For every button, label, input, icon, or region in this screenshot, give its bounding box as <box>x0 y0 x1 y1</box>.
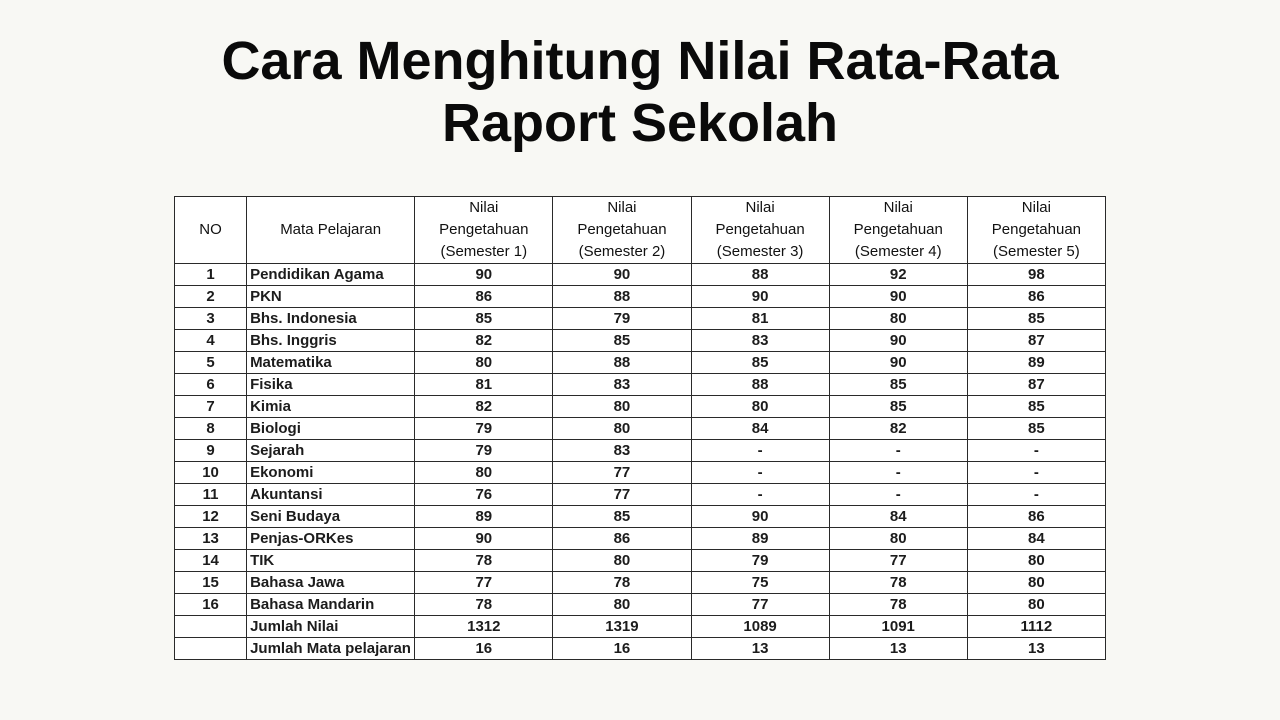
row-number: 10 <box>175 462 247 484</box>
semester-4-value: 78 <box>829 572 967 594</box>
semester-3-value: 83 <box>691 330 829 352</box>
semester-5-value: 80 <box>967 572 1105 594</box>
row-number: 6 <box>175 374 247 396</box>
semester-1-value: 89 <box>415 506 553 528</box>
header-semester-2 <box>553 197 691 264</box>
header-semester-3 <box>691 197 829 264</box>
subject-name: Bhs. Inggris <box>247 330 415 352</box>
semester-1-value: 90 <box>415 528 553 550</box>
semester-5-value: - <box>967 484 1105 506</box>
subject-name: Bhs. Indonesia <box>247 308 415 330</box>
semester-3-value: - <box>691 462 829 484</box>
semester-1-value: 77 <box>415 572 553 594</box>
row-number: 4 <box>175 330 247 352</box>
semester-4-value: - <box>829 440 967 462</box>
summary-row <box>175 638 1106 660</box>
semester-2-value: 80 <box>553 550 691 572</box>
header-semester-2-line-3: (Semester 2) <box>578 243 666 260</box>
subject-name: Sejarah <box>247 440 415 462</box>
table-row <box>175 286 1106 308</box>
table-row <box>175 352 1106 374</box>
semester-1-value: 90 <box>415 264 553 286</box>
summary-semester-4-value: 13 <box>829 638 967 660</box>
table-row <box>175 484 1106 506</box>
semester-4-value: 80 <box>829 528 967 550</box>
header-semester-4 <box>829 197 967 264</box>
semester-1-value: 79 <box>415 418 553 440</box>
semester-1-value: 82 <box>415 396 553 418</box>
semester-3-value: - <box>691 440 829 462</box>
semester-1-value: 86 <box>415 286 553 308</box>
row-number: 8 <box>175 418 247 440</box>
page-title <box>0 30 1280 154</box>
semester-5-value: 80 <box>967 550 1105 572</box>
row-number: 15 <box>175 572 247 594</box>
semester-5-value: - <box>967 440 1105 462</box>
summary-label: Jumlah Nilai <box>247 616 415 638</box>
table-row <box>175 396 1106 418</box>
subject-name: Kimia <box>247 396 415 418</box>
row-number: 1 <box>175 264 247 286</box>
subject-name: Bahasa Mandarin <box>247 594 415 616</box>
header-semester-4-line-3: (Semester 4) <box>854 243 942 260</box>
semester-5-value: 98 <box>967 264 1105 286</box>
semester-2-value: 85 <box>553 330 691 352</box>
table-row <box>175 594 1106 616</box>
semester-1-value: 79 <box>415 440 553 462</box>
semester-2-value: 80 <box>553 418 691 440</box>
header-semester-2-line-1: Nilai <box>607 199 637 216</box>
header-semester-3-line-3: (Semester 3) <box>716 243 804 260</box>
row-number: 3 <box>175 308 247 330</box>
row-number: 2 <box>175 286 247 308</box>
semester-2-value: 83 <box>553 374 691 396</box>
grade-table <box>174 196 1106 660</box>
subject-name: Bahasa Jawa <box>247 572 415 594</box>
semester-2-value: 79 <box>553 308 691 330</box>
summary-label: Jumlah Mata pelajaran <box>247 638 415 660</box>
semester-2-value: 85 <box>553 506 691 528</box>
header-subject: Mata Pelajaran <box>247 197 415 264</box>
semester-3-value: 90 <box>691 286 829 308</box>
semester-1-value: 76 <box>415 484 553 506</box>
semester-3-value: 79 <box>691 550 829 572</box>
semester-5-value: 87 <box>967 374 1105 396</box>
table-row <box>175 440 1106 462</box>
semester-3-value: 88 <box>691 264 829 286</box>
semester-1-value: 81 <box>415 374 553 396</box>
summary-row <box>175 616 1106 638</box>
table-row <box>175 418 1106 440</box>
semester-3-value: 85 <box>691 352 829 374</box>
header-semester-2-line-2: Pengetahuan <box>577 221 667 238</box>
table-row <box>175 264 1106 286</box>
row-number: 5 <box>175 352 247 374</box>
semester-4-value: 85 <box>829 396 967 418</box>
semester-1-value: 85 <box>415 308 553 330</box>
semester-5-value: 84 <box>967 528 1105 550</box>
summary-number <box>175 638 247 660</box>
header-semester-4-line-2: Pengetahuan <box>853 221 943 238</box>
table-row <box>175 528 1106 550</box>
semester-2-value: 77 <box>553 462 691 484</box>
semester-4-value: 90 <box>829 286 967 308</box>
semester-5-value: 85 <box>967 308 1105 330</box>
summary-semester-5-value: 13 <box>967 638 1105 660</box>
semester-3-value: 77 <box>691 594 829 616</box>
bottom-margin <box>0 666 1280 720</box>
subject-name: Fisika <box>247 374 415 396</box>
semester-4-value: 77 <box>829 550 967 572</box>
summary-semester-2-value: 16 <box>553 638 691 660</box>
subject-name: Matematika <box>247 352 415 374</box>
summary-number <box>175 616 247 638</box>
header-semester-1-line-3: (Semester 1) <box>440 243 528 260</box>
row-number: 13 <box>175 528 247 550</box>
semester-4-value: - <box>829 484 967 506</box>
row-number: 16 <box>175 594 247 616</box>
semester-4-value: 85 <box>829 374 967 396</box>
header-semester-1-line-2: Pengetahuan <box>439 221 529 238</box>
semester-4-value: 78 <box>829 594 967 616</box>
semester-3-value: 80 <box>691 396 829 418</box>
table-header <box>175 197 1106 264</box>
header-semester-3-line-1: Nilai <box>745 199 775 216</box>
summary-semester-3-value: 1089 <box>691 616 829 638</box>
header-semester-1 <box>415 197 553 264</box>
header-semester-5-line-3: (Semester 5) <box>993 243 1080 260</box>
subject-name: PKN <box>247 286 415 308</box>
semester-2-value: 88 <box>553 286 691 308</box>
summary-semester-2-value: 1319 <box>553 616 691 638</box>
semester-3-value: 81 <box>691 308 829 330</box>
table-row <box>175 374 1106 396</box>
subject-name: Biologi <box>247 418 415 440</box>
subject-name: Ekonomi <box>247 462 415 484</box>
semester-1-value: 80 <box>415 462 553 484</box>
semester-2-value: 78 <box>553 572 691 594</box>
semester-5-value: 86 <box>967 286 1105 308</box>
semester-4-value: 90 <box>829 330 967 352</box>
semester-2-value: 90 <box>553 264 691 286</box>
subject-name: Akuntansi <box>247 484 415 506</box>
semester-3-value: 90 <box>691 506 829 528</box>
semester-5-value: 80 <box>967 594 1105 616</box>
header-semester-3-line-2: Pengetahuan <box>715 221 805 238</box>
page-title-line-2: Raport Sekolah <box>441 93 839 153</box>
semester-5-value: 85 <box>967 396 1105 418</box>
semester-3-value: - <box>691 484 829 506</box>
semester-5-value: 89 <box>967 352 1105 374</box>
summary-semester-1-value: 16 <box>415 638 553 660</box>
header-no: NO <box>175 197 247 264</box>
semester-5-value: 86 <box>967 506 1105 528</box>
header-semester-5-line-2: Pengetahuan <box>991 221 1082 238</box>
semester-5-value: 85 <box>967 418 1105 440</box>
semester-2-value: 80 <box>553 396 691 418</box>
row-number: 9 <box>175 440 247 462</box>
subject-name: Penjas-ORKes <box>247 528 415 550</box>
summary-semester-3-value: 13 <box>691 638 829 660</box>
semester-1-value: 80 <box>415 352 553 374</box>
row-number: 12 <box>175 506 247 528</box>
table-row <box>175 308 1106 330</box>
header-semester-1-line-1: Nilai <box>469 199 499 216</box>
header-row <box>175 197 1106 264</box>
semester-4-value: 82 <box>829 418 967 440</box>
semester-1-value: 82 <box>415 330 553 352</box>
semester-1-value: 78 <box>415 550 553 572</box>
semester-4-value: - <box>829 462 967 484</box>
summary-semester-4-value: 1091 <box>829 616 967 638</box>
summary-semester-5-value: 1112 <box>967 616 1105 638</box>
table-row <box>175 506 1106 528</box>
header-semester-5 <box>967 197 1105 264</box>
subject-name: TIK <box>247 550 415 572</box>
table-row <box>175 330 1106 352</box>
semester-4-value: 92 <box>829 264 967 286</box>
semester-2-value: 77 <box>553 484 691 506</box>
semester-2-value: 80 <box>553 594 691 616</box>
semester-5-value: - <box>967 462 1105 484</box>
semester-2-value: 88 <box>553 352 691 374</box>
semester-3-value: 89 <box>691 528 829 550</box>
subject-name: Pendidikan Agama <box>247 264 415 286</box>
semester-3-value: 88 <box>691 374 829 396</box>
row-number: 11 <box>175 484 247 506</box>
header-semester-5-line-1: Nilai <box>1021 199 1051 216</box>
semester-4-value: 90 <box>829 352 967 374</box>
semester-5-value: 87 <box>967 330 1105 352</box>
semester-4-value: 80 <box>829 308 967 330</box>
semester-2-value: 83 <box>553 440 691 462</box>
page-title-line-1: Cara Menghitung Nilai Rata-Rata <box>221 31 1059 91</box>
semester-3-value: 84 <box>691 418 829 440</box>
semester-3-value: 75 <box>691 572 829 594</box>
row-number: 14 <box>175 550 247 572</box>
table-row <box>175 462 1106 484</box>
semester-2-value: 86 <box>553 528 691 550</box>
subject-name: Seni Budaya <box>247 506 415 528</box>
table-body <box>175 264 1106 660</box>
semester-4-value: 84 <box>829 506 967 528</box>
summary-semester-1-value: 1312 <box>415 616 553 638</box>
row-number: 7 <box>175 396 247 418</box>
header-semester-4-line-1: Nilai <box>883 199 913 216</box>
semester-1-value: 78 <box>415 594 553 616</box>
table-row <box>175 572 1106 594</box>
table-row <box>175 550 1106 572</box>
